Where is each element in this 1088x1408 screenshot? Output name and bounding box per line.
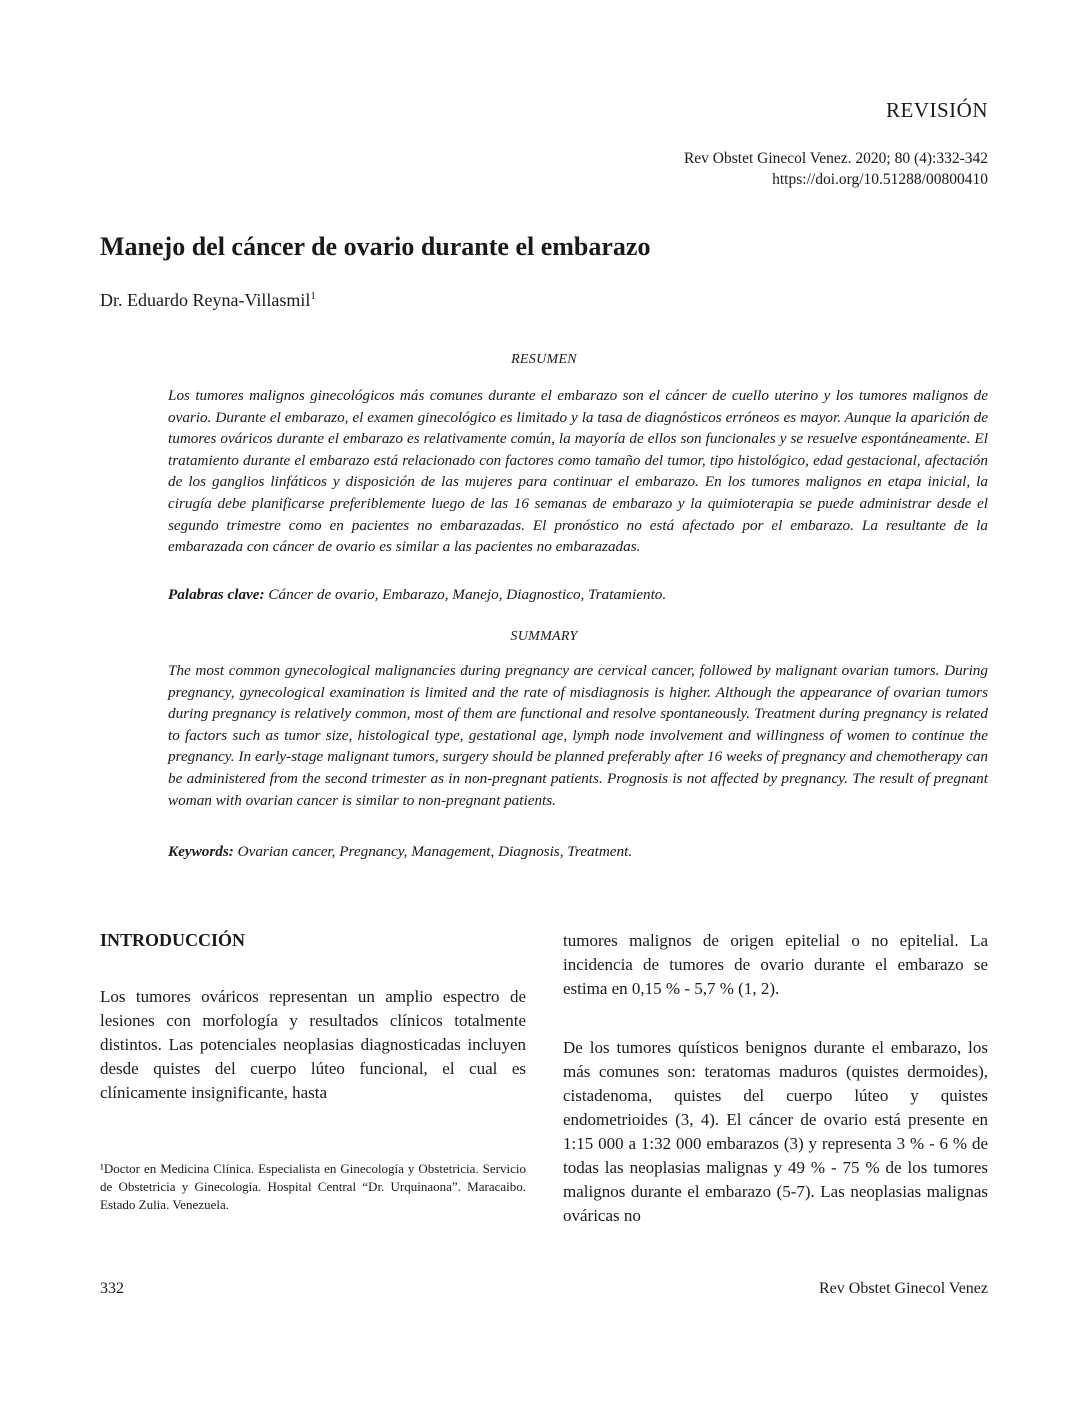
summary-text: The most common gynecological malignancies during pregnancy are cervical cancer, followed by malignant ovarian tumors. During pregnancy, gynecological examination is limited and the rate of misdiagnosis is higher. Although the appearance of ovarian tumors during pregnancy is relatively common, most of them are functional and resolve spontaneously. Treatment during pregnancy is related to factors such as tumor size, histological type, gestational age, lymph node involvement and willingness of women to continue the pregnancy. In early-stage malignant tumors, surgery should be planned preferably after 16 weeks of pregnancy and chemotherapy can be administered from the second trimester as in non-pregnant patients. Prognosis is not affected by pregnancy. The result of pregnant woman with ovarian cancer is similar to non-pregnant patients. <box>168 662 988 809</box>
citation-reference: Rev Obstet Ginecol Venez. 2020; 80 (4):332-342 <box>683 150 988 167</box>
author-affiliation-mark: 1 <box>310 290 316 302</box>
intro-paragraph-right-2: De los tumores quísticos benignos durante el embarazo, los más comunes son: teratomas maduros (quistes dermoides), cistadenoma, quistes del cuerpo lúteo y quistes endometrioides (3, 4). El cáncer de ovario está presente en 1:15 000 a 1:32 000 embarazos (3) y representa 3 % - 6 % de todas las neoplasias malignas y 49 % - 75 % de los tumores malignos durante el embarazo (5-7). Las neoplasias malignas ováricas no <box>563 1038 988 1225</box>
page-number: 332 <box>100 1280 124 1297</box>
resumen-text: Los tumores malignos ginecológicos más comunes durante el embarazo son el cáncer de cuello uterino y los tumores malignos de ovario. Durante el embarazo, el examen ginecológico es limitado y la tasa de diagnósticos erróneos es mayor. Aunque la aparición de tumores ováricos durante el embarazo es relativamente común, la mayoría de ellos son funcionales y se resuelve espontáneamente. El tratamiento durante el embarazo está relacionado con factores como tamaño del tumor, tipo histológico, edad gestacional, afectación de los ganglios linfáticos y disposición de las mujeres para continuar el embarazo. En los tumores malignos en etapa inicial, la cirugía debe planificarse preferiblemente luego de las 16 semanas de embarazo y la quimioterapia se puede administrar desde el segundo trimestre como en pacientes no embarazadas. El pronóstico no está afectado por el embarazo. La resultante de la embarazada con cáncer de ovario es similar a las pacientes no embarazadas. <box>168 387 988 556</box>
summary-keywords <box>168 843 988 861</box>
footer-journal: Rev Obstet Ginecol Venez <box>819 1280 988 1297</box>
section-label: REVISIÓN <box>886 98 988 122</box>
resumen-keywords <box>168 586 988 604</box>
intro-paragraph-right-1: tumores malignos de origen epitelial o no epitelial. La incidencia de tumores de ovario durante el embarazo se estima en 0,15 % - 5,7 % (1, 2). <box>563 931 988 998</box>
author-name: Dr. Eduardo Reyna-Villasmil <box>100 290 311 310</box>
intro-paragraph-left: Los tumores ováricos representan un amplio espectro de lesiones con morfología y resultados clínicos totalmente distintos. Las potenciales neoplasias diagnosticadas incluyen desde quistes del cuerpo lúteo funcional, el cual es clínicamente insignificante, hasta <box>100 987 526 1102</box>
author-line <box>100 290 316 311</box>
summary-keywords-list: Ovarian cancer, Pregnancy, Management, Diagnosis, Treatment. <box>237 843 633 860</box>
article-title: Manejo del cáncer de ovario durante el embarazo <box>100 232 651 261</box>
resumen-keywords-label: Palabras clave: <box>168 586 265 603</box>
resumen-heading: RESUMEN <box>511 352 577 367</box>
intro-heading: INTRODUCCIÓN <box>100 930 246 950</box>
citation <box>684 148 988 190</box>
doi-link[interactable]: https://doi.org/10.51288/00800410 <box>772 171 988 188</box>
resumen-keywords-list: Cáncer de ovario, Embarazo, Manejo, Diagnostico, Tratamiento. <box>268 586 667 603</box>
footnote: ¹Doctor en Medicina Clínica. Especialista en Ginecología y Obstetricia. Servicio de Obstetricia y Ginecología. Hospital Central “Dr. Urquinaona”. Maracaibo. Estado Zulia. Venezuela. <box>100 1161 526 1212</box>
summary-heading: SUMMARY <box>510 629 578 644</box>
summary-keywords-label: Keywords: <box>168 843 234 860</box>
